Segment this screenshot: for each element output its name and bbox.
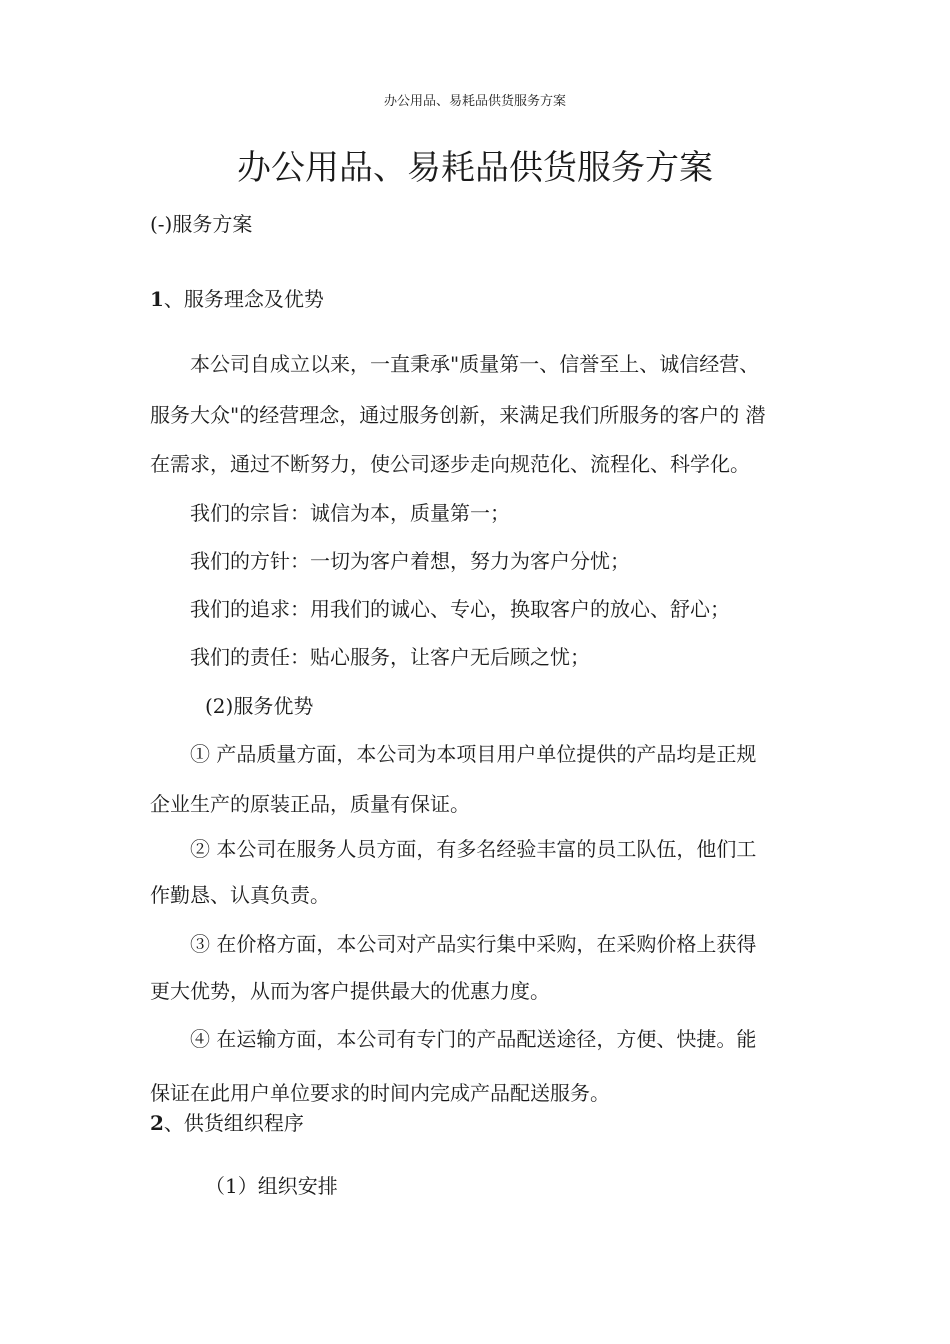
heading-2 <box>150 1107 304 1136</box>
heading-1 <box>150 283 324 312</box>
heading-1-number: 1 <box>150 287 164 311</box>
advantage-4-line-2: 保证在此用户单位要求的时间内完成产品配送服务。 <box>150 1081 610 1105</box>
heading-2-number: 2 <box>150 1111 164 1135</box>
section-heading: (-)服务方案 <box>150 212 253 236</box>
intro-paragraph-line-3: 在需求，通过不断努力，使公司逐步走向规范化、流程化、科学化。 <box>150 452 750 476</box>
document-title: 办公用品、易耗品供货服务方案 <box>237 148 713 188</box>
advantage-4-line-1: ④ 在运输方面，本公司有专门的产品配送途径，方便、快捷。能 <box>190 1027 757 1051</box>
advantage-2-line-2: 作勤恳、认真负责。 <box>150 883 330 907</box>
running-header: 办公用品、易耗品供货服务方案 <box>383 94 566 109</box>
subheading-advantages: (2)服务优势 <box>205 694 314 718</box>
advantage-1-line-1: ① 产品质量方面，本公司为本项目用户单位提供的产品均是正规 <box>190 742 757 766</box>
advantage-3-line-2: 更大优势，从而为客户提供最大的优惠力度。 <box>150 979 550 1003</box>
advantage-1-line-2: 企业生产的原装正品，质量有保证。 <box>150 792 470 816</box>
advantage-2-line-1: ② 本公司在服务人员方面，有多名经验丰富的员工队伍，他们工 <box>190 837 757 861</box>
pursuit-statement: 我们的追求：用我们的诚心、专心，换取客户的放心、舒心； <box>190 597 730 621</box>
heading-1-text: 、服务理念及优势 <box>163 287 324 311</box>
intro-paragraph-line-1: 本公司自成立以来，一直秉承"质量第一、信誉至上、诚信经营、 <box>190 352 760 376</box>
heading-2-text: 、供货组织程序 <box>163 1111 304 1135</box>
aim-statement: 我们的宗旨：诚信为本，质量第一； <box>190 501 510 525</box>
advantage-3-line-1: ③ 在价格方面，本公司对产品实行集中采购，在采购价格上获得 <box>190 932 757 956</box>
policy-statement: 我们的方针：一切为客户着想，努力为客户分忧； <box>190 549 630 573</box>
duty-statement: 我们的责任：贴心服务，让客户无后顾之忧； <box>190 645 590 669</box>
subheading-organization: （1）组织安排 <box>205 1174 338 1198</box>
intro-paragraph-line-2: 服务大众"的经营理念，通过服务创新，来满足我们所服务的客户的 潜 <box>150 403 766 427</box>
